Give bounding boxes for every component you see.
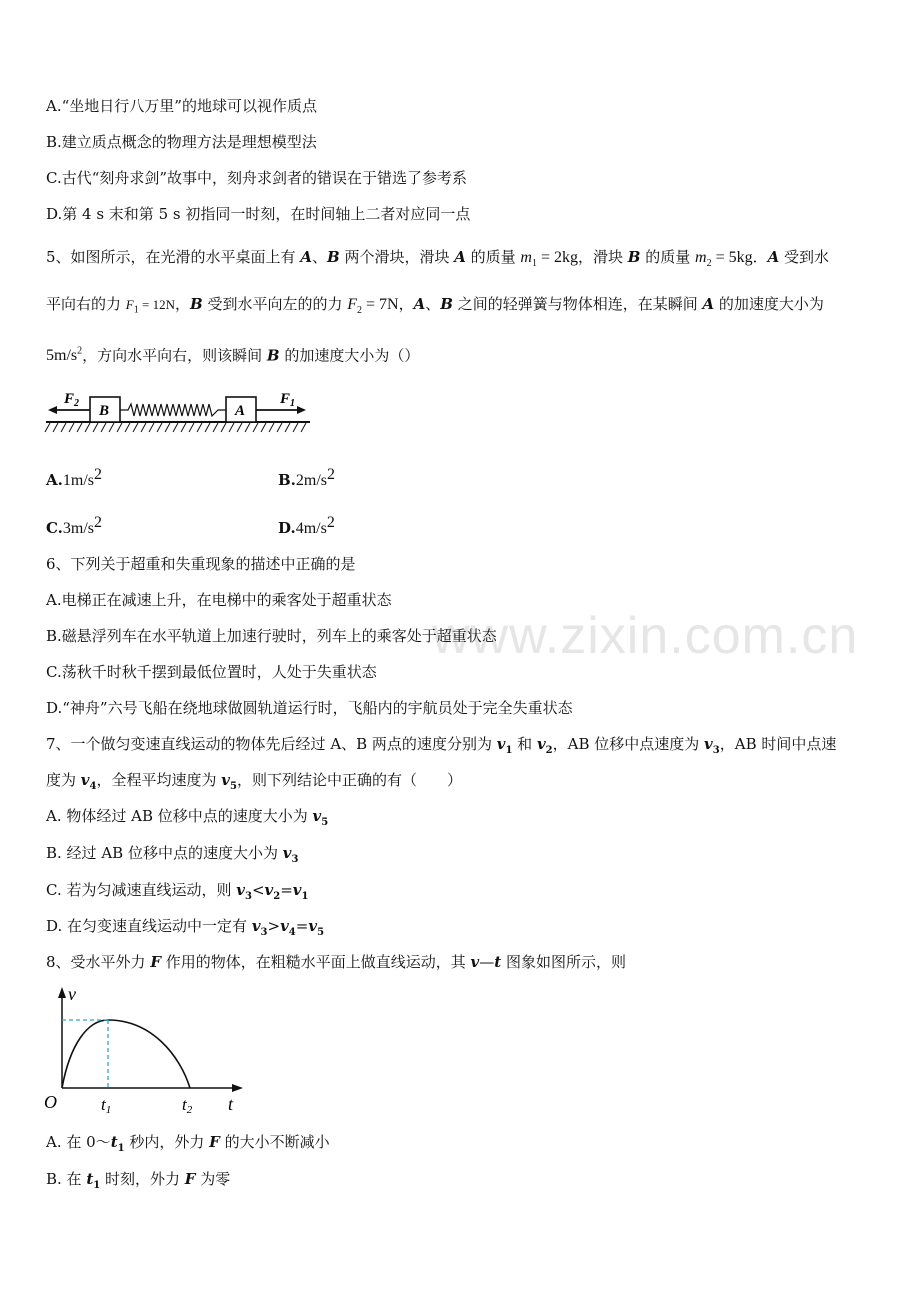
arrowhead-left (48, 406, 57, 414)
tick-label-t1: t1 (101, 1095, 112, 1116)
x-arrowhead (232, 1084, 243, 1092)
label-b: B (99, 403, 110, 419)
q4-option-c: C.古代“刻舟求剑”故事中，刻舟求剑者的错误在于错选了参考系 (46, 169, 468, 187)
q8-stem: 8、受水平外力 F 作用的物体，在粗糙水平面上做直线运动，其 v—t 图象如图所示，则 (46, 953, 626, 971)
y-arrowhead (58, 987, 66, 998)
axis-label-t: t (228, 1094, 234, 1114)
origin-label: O (44, 1092, 57, 1112)
tick-label-t2: t2 (182, 1095, 193, 1116)
q5-stem-line-1: 5、如图所示，在光滑的水平桌面上有 A、B 两个滑块，滑块 A 的质量 $m_1 = 2kg$，滑块 B 的质量 $m_2 = 5kg$．A 受到水 (46, 248, 830, 270)
axis-label-v: v (68, 984, 76, 1004)
label-f1: $F_1$ (280, 391, 296, 409)
q4-option-d: D.第 4 s 末和第 5 s 初指同一时刻，在时间轴上二者对应同一点 (46, 205, 471, 223)
q6-option-d: D.“神舟”六号飞船在绕地球做圆轨道运行时，飞船内的宇航员处于完全失重状态 (46, 699, 573, 717)
q7-stem-line-1: 7、一个做匀变速直线运动的物体先后经过 A、B 两点的速度分别为 $v_1$ 和 $v_2$，AB 位移中点速度为 $v_3$，AB 时间中点速 (46, 735, 837, 756)
label-f2: $F_2$ (64, 391, 80, 409)
q7-option-c: C. 若为匀减速直线运动，则 $v_3<v_2=v_1$ (46, 881, 309, 902)
q7-option-b: B. 经过 AB 位移中点的速度大小为 $v_3$ (46, 844, 299, 865)
q7-option-a: A. 物体经过 AB 位移中点的速度大小为 $v_5$ (46, 807, 329, 828)
q8-vt-graph (40, 984, 250, 1116)
q4-option-b: B.建立质点概念的物理方法是理想模型法 (46, 133, 317, 151)
q6-option-b: B.磁悬浮列车在水平轨道上加速行驶时，列车上的乘客处于超重状态 (46, 627, 497, 645)
q5-option-a: $A.1m/s^2$ (46, 466, 102, 489)
q5-option-d: $D.4m/s^2$ (278, 514, 335, 537)
spring (120, 404, 226, 416)
q8-option-a: A. 在 $0\sim t_1$ 秒内，外力 F 的大小不断减小 (46, 1133, 330, 1154)
q6-option-a: A.电梯正在减速上升，在电梯中的乘客处于超重状态 (46, 591, 392, 609)
arrowhead-right (297, 406, 306, 414)
q8-option-b: B. 在 $t_1$ 时刻，外力 F 为零 (46, 1170, 231, 1191)
q5-options-row-1 (46, 465, 336, 491)
q7-stem-line-2: 度为 $v_4$，全程平均速度为 $v_5$，则下列结论中正确的有（ ） (46, 771, 462, 792)
q5-option-c: $C.3m/s^2$ (46, 514, 103, 537)
q7-option-d: D. 在匀变速直线运动中一定有 $v_3>v_4=v_5$ (46, 917, 325, 938)
q6-stem: 6、下列关于超重和失重现象的描述中正确的是 (46, 555, 356, 573)
q5-stem-line-2: 平向右的力 $F_1 = 12N$，B 受到水平向左的的力 $F_2 = 7N$，A、B 之间的轻弹簧与物体相连，在某瞬间 A 的加速度大小为 (46, 295, 824, 317)
q6-option-c: C.荡秋千时秋千摆到最低位置时，人处于失重状态 (46, 663, 377, 681)
q5-spring-figure (44, 384, 314, 440)
q4-option-a: A.“坐地日行八万里”的地球可以视作质点 (46, 97, 317, 115)
velocity-curve (62, 1020, 190, 1088)
watermark: www.zixin.com.cn (432, 607, 859, 665)
q5-options-row-2 (46, 513, 335, 539)
q5-option-b: $B.2m/s^2$ (278, 466, 336, 489)
q5-stem-line-3: $5m/s^2$，方向水平向右，则该瞬间 B 的加速度大小为（） (46, 346, 420, 365)
label-a: A (235, 403, 246, 419)
